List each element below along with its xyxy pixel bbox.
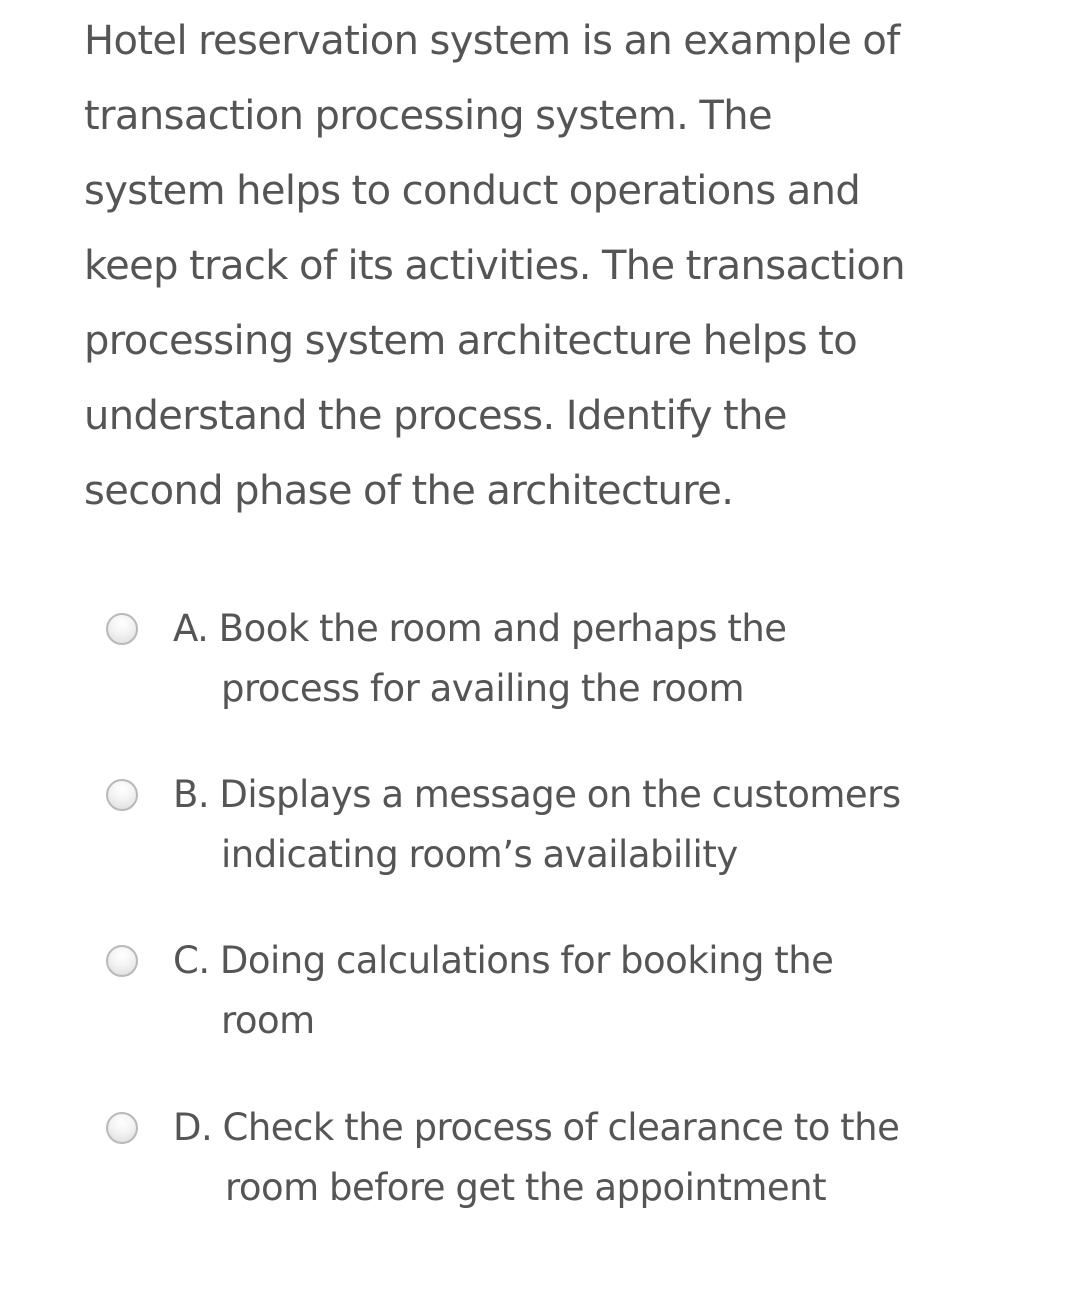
question-text bbox=[84, 4, 1044, 529]
option-d-radio[interactable] bbox=[106, 1112, 138, 1144]
option-d-line-2: room before get the appointment bbox=[225, 1166, 827, 1209]
option-b[interactable] bbox=[106, 765, 1006, 895]
question-line: Hotel reservation system is an example of bbox=[84, 18, 900, 64]
option-a-radio[interactable] bbox=[106, 613, 138, 645]
option-a-line-1: A. Book the room and perhaps the bbox=[173, 607, 787, 650]
option-b-line-1: B. Displays a message on the customers bbox=[173, 773, 901, 816]
option-c-line-1: C. Doing calculations for booking the bbox=[173, 939, 834, 982]
option-a-label[interactable] bbox=[173, 599, 787, 719]
option-b-radio[interactable] bbox=[106, 779, 138, 811]
question-line: keep track of its activities. The transaction bbox=[84, 243, 906, 289]
option-c[interactable] bbox=[106, 931, 1006, 1061]
option-a-line-2: process for availing the room bbox=[221, 667, 745, 710]
option-c-label[interactable] bbox=[173, 931, 833, 1051]
question-line: second phase of the architecture. bbox=[84, 468, 734, 514]
option-a[interactable] bbox=[106, 599, 1006, 729]
option-b-line-2: indicating room’s availability bbox=[221, 833, 738, 876]
option-d[interactable] bbox=[106, 1098, 1006, 1228]
question-line: system helps to conduct operations and bbox=[84, 168, 861, 214]
option-d-label[interactable] bbox=[173, 1098, 899, 1218]
question-line: understand the process. Identify the bbox=[84, 393, 787, 439]
option-b-label[interactable] bbox=[173, 765, 901, 885]
option-c-radio[interactable] bbox=[106, 945, 138, 977]
question-line: processing system architecture helps to bbox=[84, 318, 858, 364]
question-line: transaction processing system. The bbox=[84, 93, 772, 139]
option-d-line-1: D. Check the process of clearance to the bbox=[173, 1106, 900, 1149]
option-c-line-2: room bbox=[221, 999, 315, 1042]
